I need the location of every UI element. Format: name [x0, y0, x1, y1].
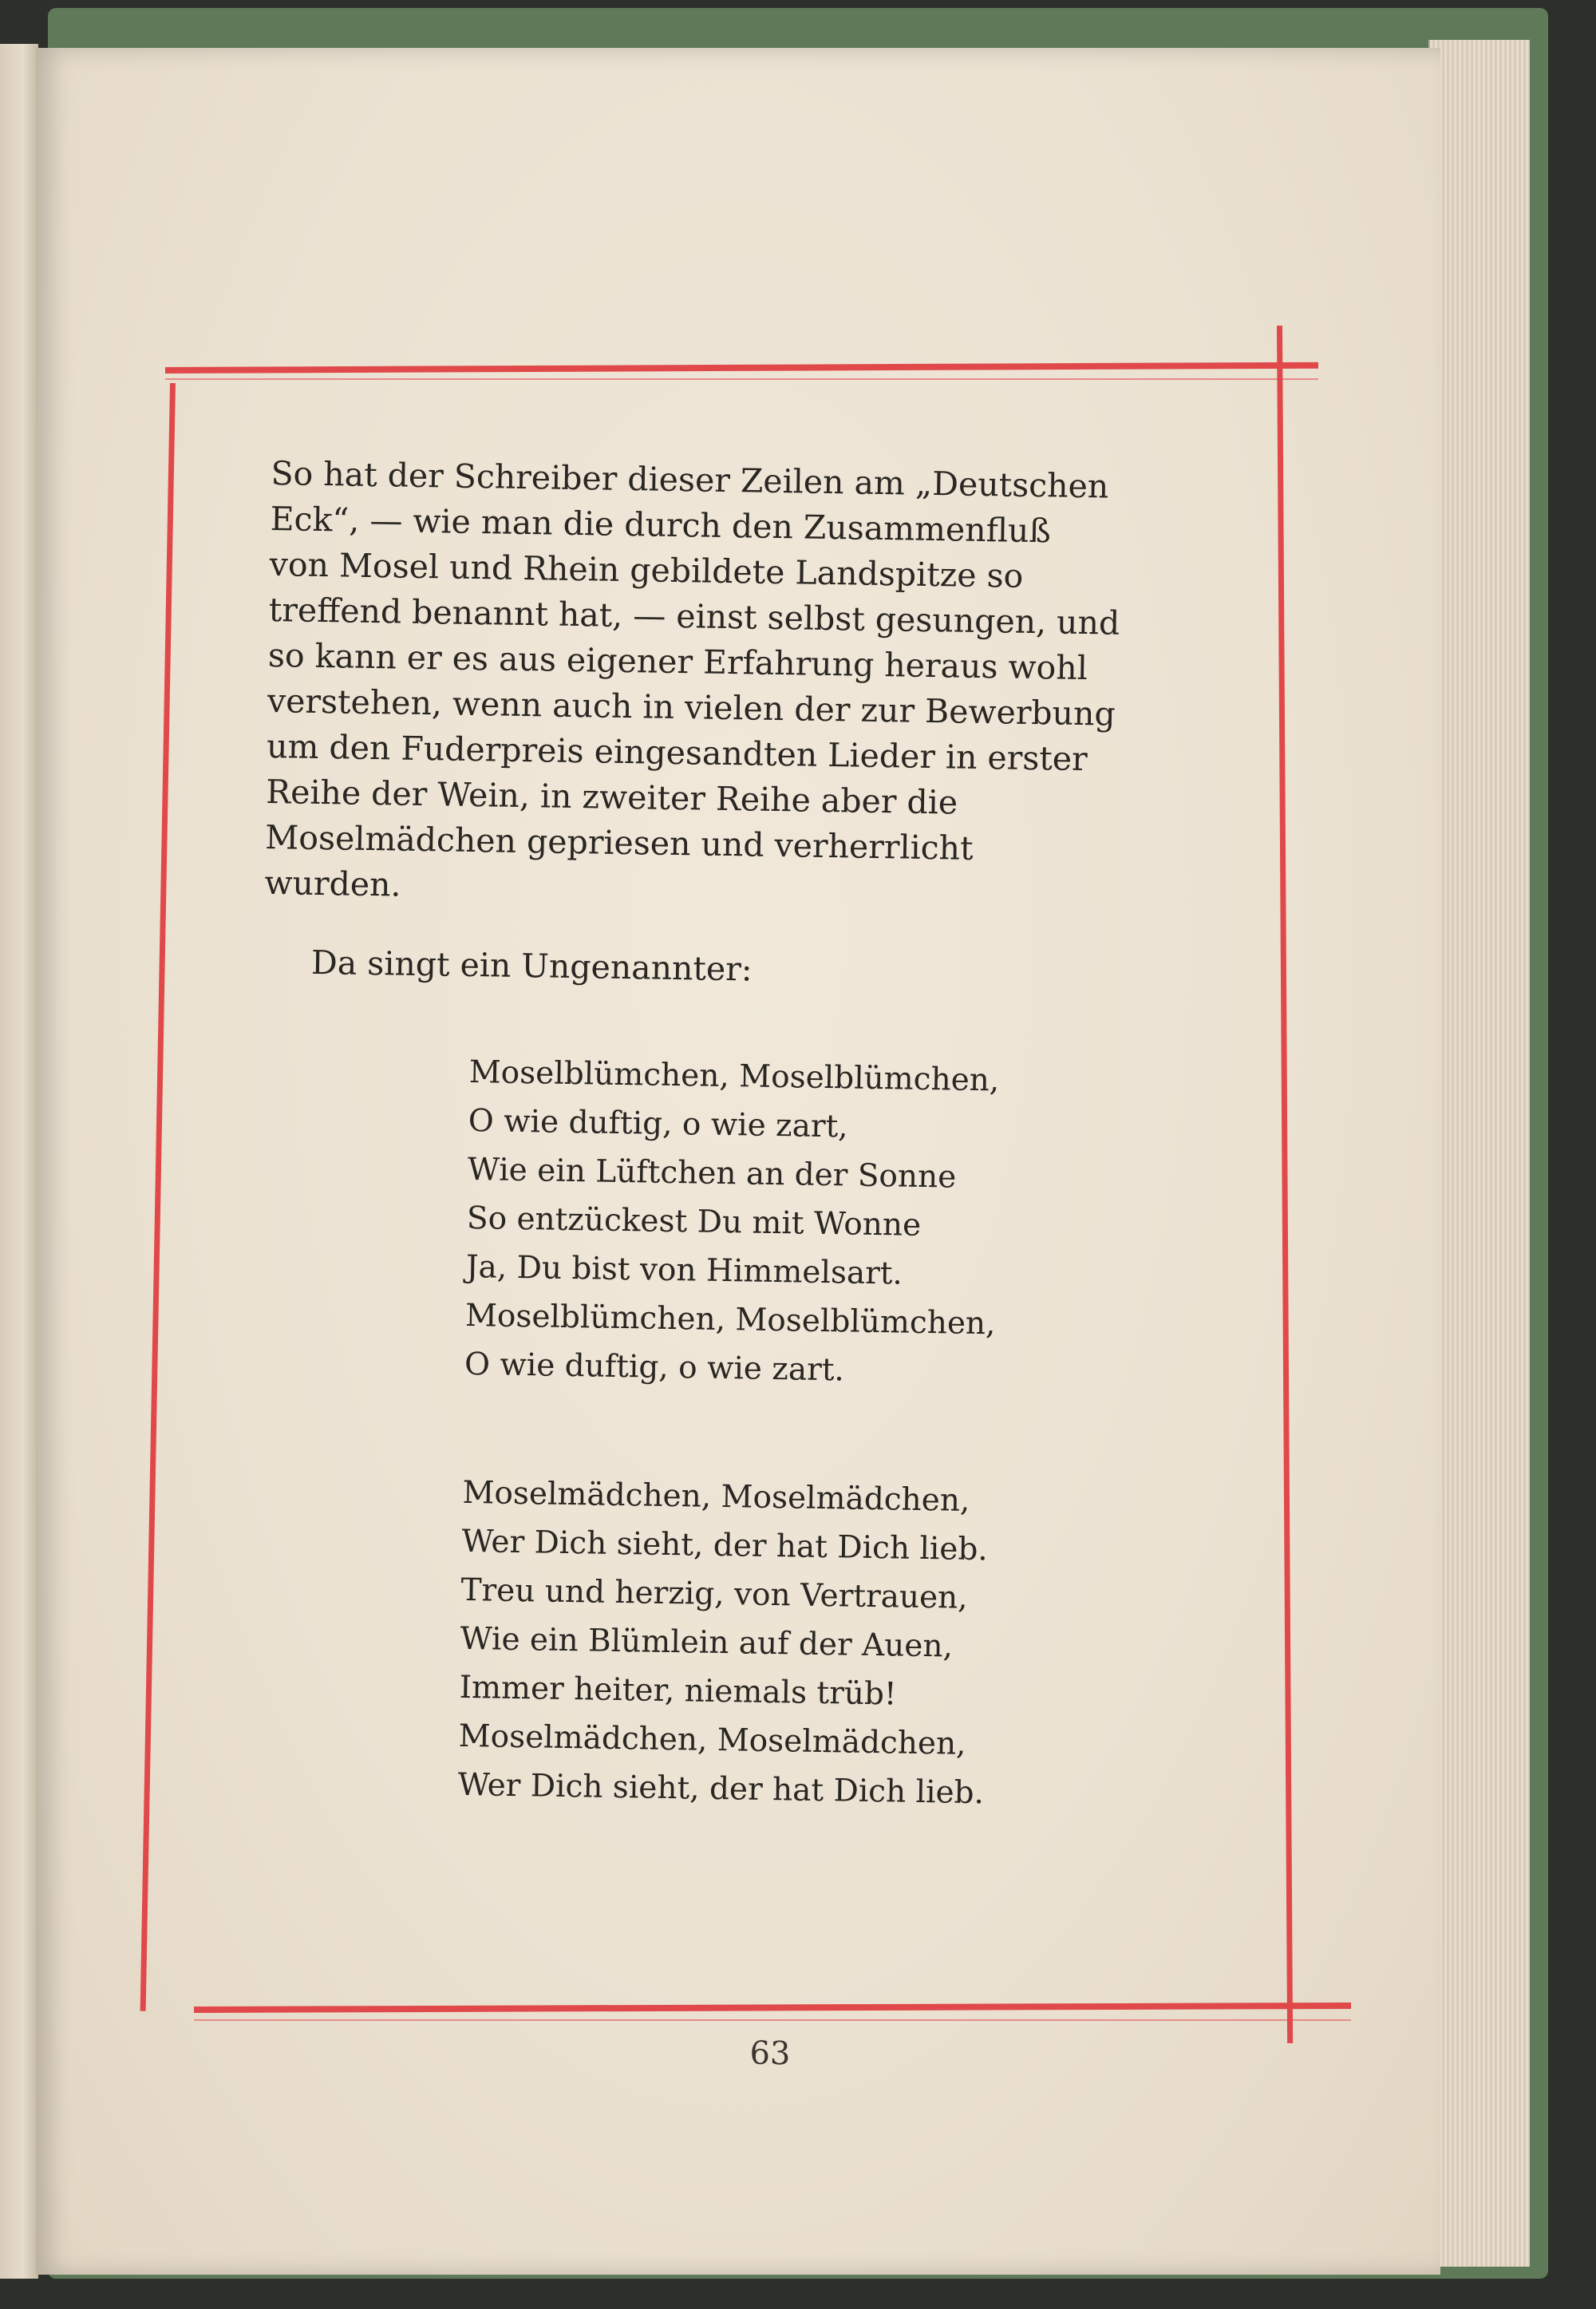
page-edge-stack	[1428, 40, 1530, 2267]
frame-rule-bottom-fine	[194, 2019, 1351, 2021]
verse-line: Immer heiter, niemals trüb!	[459, 1669, 897, 1713]
verse-line: Ja, Du bist von Himmelsart.	[465, 1248, 903, 1292]
verse-line: Moselblümchen, Moselblümchen,	[464, 1297, 996, 1342]
verse-line: Wie ein Blümlein auf der Auen,	[460, 1620, 954, 1665]
body-paragraph	[264, 451, 1213, 920]
frame-rule-right	[1277, 326, 1293, 2043]
paragraph-line: so kann er es aus eigener Erfahrung heraus wohl	[267, 635, 1088, 688]
verse-line: Moselblümchen, Moselblümchen,	[468, 1054, 1000, 1099]
paragraph-line: von Mosel und Rhein gebildete Landspitze so	[269, 544, 1024, 595]
paragraph-line: treffend benannt hat, — einst selbst gesungen, und	[268, 590, 1120, 642]
verse-line: Treu und herzig, von Vertrauen,	[460, 1572, 968, 1616]
paragraph-line: So hat der Schreiber dieser Zeilen am „Deutschen	[271, 453, 1109, 506]
verse-line: Wer Dich sieht, der hat Dich lieb.	[461, 1523, 989, 1568]
poem-intro: Da singt ein Ungenannter:	[310, 943, 753, 989]
verse-line: O wie duftig, o wie zart,	[468, 1102, 848, 1145]
paragraph-line: Moselmädchen gepriesen und verherrlicht	[265, 817, 974, 868]
verse-line: Wie ein Lüftchen an der Sonne	[467, 1151, 957, 1196]
book-page	[36, 48, 1440, 2275]
page-text	[250, 451, 1213, 1821]
frame-rule-top	[165, 362, 1318, 374]
verse-line: So entzückest Du mit Wonne	[466, 1200, 922, 1243]
page-number: 63	[749, 2034, 791, 2073]
paragraph-line: wurden.	[264, 863, 401, 904]
verse-line: Wer Dich sieht, der hat Dich lieb.	[457, 1766, 985, 1812]
paragraph-line: um den Fuderpreis eingesandten Lieder in erster	[266, 726, 1088, 779]
frame-rule-left	[140, 383, 176, 2011]
verse-line: O wie duftig, o wie zart.	[464, 1346, 845, 1389]
frame-rule-top-fine	[165, 378, 1318, 380]
poem-stanza-2	[457, 1469, 1197, 1821]
left-page-edge	[0, 44, 38, 2279]
paragraph-line: Reihe der Wein, in zweiter Reihe aber die	[265, 772, 958, 822]
paragraph-line: verstehen, wenn auch in vielen der zur Bewerbung	[267, 681, 1116, 733]
verse-line: Moselmädchen, Moselmädchen,	[458, 1718, 966, 1762]
paragraph-line: Eck“, — wie man die durch den Zusammenfluß	[270, 499, 1052, 551]
poem-stanza-1	[464, 1048, 1204, 1400]
frame-rule-bottom	[194, 2003, 1351, 2013]
verse-line: Moselmädchen, Moselmädchen,	[462, 1474, 970, 1519]
